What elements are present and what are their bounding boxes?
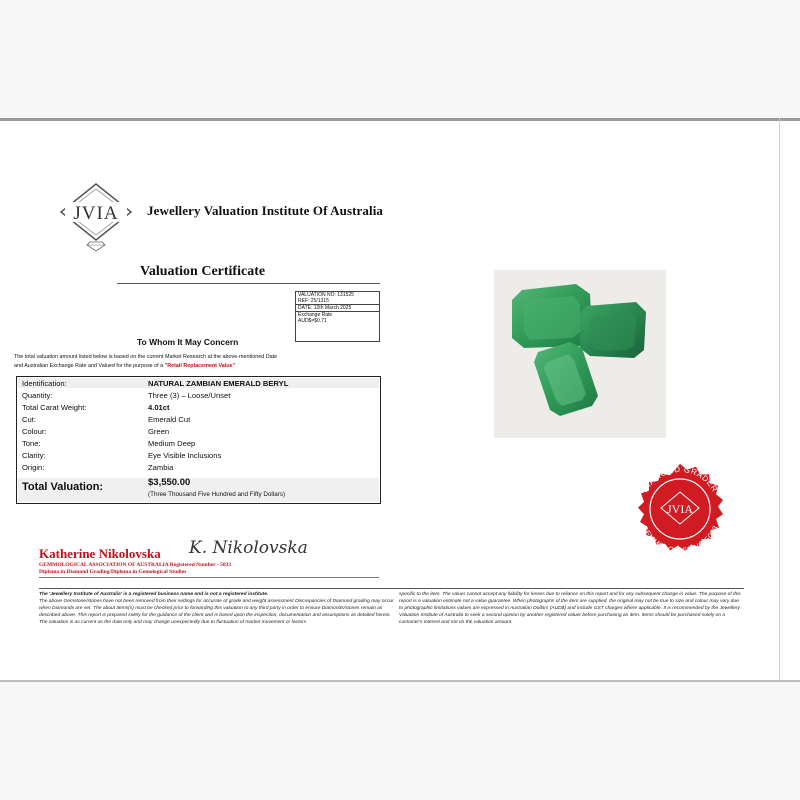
row-value: Medium Deep xyxy=(148,439,196,448)
disclaimer-right xyxy=(399,591,744,626)
reference-box xyxy=(295,291,380,342)
salutation: To Whom It May Concern xyxy=(137,337,239,347)
row-value: 4.01ct xyxy=(148,403,170,412)
row-value: NATURAL ZAMBIAN EMERALD BERYL xyxy=(148,379,289,388)
seal-logo-text: JVIA xyxy=(667,502,693,516)
row-label: Quantity: xyxy=(22,391,53,400)
intro-line1: The total valuation amount listed below is based on the current Market Research at the above-mentioned Date xyxy=(14,354,278,360)
diploma-line: Diploma in Diamond Grading/Diploma in Gemological Studies xyxy=(39,569,187,575)
scan-top-margin xyxy=(0,0,800,118)
row-value: Eye Visible Inclusions xyxy=(148,451,222,460)
diamond-icon xyxy=(87,242,105,251)
row-label: Origin: xyxy=(22,463,45,472)
gemmological-association: GEMMOLOGICAL ASSOCIATION OF AUSTRALIA Registered Number - 5033 xyxy=(39,562,232,568)
row-label: Identification: xyxy=(22,379,67,388)
institute-name: Jewellery Valuation Institute Of Australia xyxy=(147,203,384,218)
disclaimer-rule xyxy=(39,588,744,589)
jvia-logo xyxy=(57,182,135,252)
page-top-edge xyxy=(0,118,800,121)
exchange-rate-label: Exchange Rate xyxy=(296,311,379,318)
reference-number: REF: 25/1315 xyxy=(298,298,329,304)
certificate-title: Valuation Certificate xyxy=(140,264,266,279)
row-value: Zambia xyxy=(148,463,174,472)
gemstone-photo xyxy=(494,270,666,438)
intro-line2: and Australian Exchange Rate and Valued for the purpose of a xyxy=(14,363,165,369)
title-underline xyxy=(117,283,380,284)
scan-bottom-margin xyxy=(0,682,800,800)
disclaimer-left-text: The above Gemstone/stones have not been removed from their settings for accurate of grade and weight assessment Discrepancies of Diamond grading may occur when Diamonds are set. The about items(s) must be checked prior to forwarding this valuation to any third party in order to ensure Diamonds/stones remain as described above. This report is prepared solely for the guidance of the client and is based upon the inspection, documentation and assumptions as detailed herein. The valuation is as current as the date only and may change unexpectedly due to fluctuation of market movement or factors xyxy=(39,599,394,625)
signature-rule xyxy=(39,577,379,578)
row-label: Total Carat Weight: xyxy=(22,403,87,412)
row-value: Green xyxy=(148,427,170,436)
row-label: Tone: xyxy=(22,439,41,448)
diamond-grader-seal xyxy=(621,450,739,568)
page-right-edge xyxy=(779,118,780,680)
total-valuation-amount: $3,550.00 xyxy=(148,477,191,488)
valuation-date: DATE: 12th March 2025 xyxy=(296,304,379,311)
disclaimer-right-text: specific to the item. The valuer cannot accept any liability for losses due to reliance on this report and for any subsequent change in value. The purpose of this report is a valuation estimate not a value guarantee. When photographs of the item are supplied, the original may not be true to size and colour may vary due to photographic limitations values are expressed in Australian Dollars (AUD$) and include GST charges where applicable. It is recommended by the Jewellery Valuation Institute of Australia to seek a second opinion by another registered valuer before purchasing an item. Items should be purchased solely on a customer's interest and not on the valuation amount. xyxy=(399,592,741,625)
row-value: Three (3) – Loose/Unset xyxy=(148,391,231,400)
total-valuation-words: (Three Thousand Five Hundred and Fifty Dollars) xyxy=(148,491,286,498)
disclaimer-left xyxy=(39,591,394,626)
valuation-number: VALUATION NO: 131525 xyxy=(298,292,354,298)
row-label: Colour: xyxy=(22,427,47,436)
logo-text: JVIA xyxy=(73,203,119,224)
seal-top-text: DIAMOND GRADER xyxy=(640,464,720,494)
details-table xyxy=(16,376,381,504)
seal-bottom-text: GEMMOLOGIST NO.5033 xyxy=(639,523,721,556)
signature: K. Nikolovska xyxy=(189,538,308,558)
row-value: Emerald Cut xyxy=(148,415,191,424)
total-valuation-label: Total Valuation: xyxy=(22,481,104,493)
retail-replacement-value: "Retail Replacement Value" xyxy=(164,363,236,369)
exchange-rate-value: AUD$=$0.71 xyxy=(298,318,327,324)
disclaimer-heading: The 'Jewellery Institute of Australia' is a registered business name and is not a registered institute. xyxy=(39,592,269,597)
row-label: Clarity: xyxy=(22,451,46,460)
intro-paragraph xyxy=(14,353,384,371)
row-label: Cut: xyxy=(22,415,36,424)
signatory-name: Katherine Nikolovska xyxy=(39,546,161,561)
